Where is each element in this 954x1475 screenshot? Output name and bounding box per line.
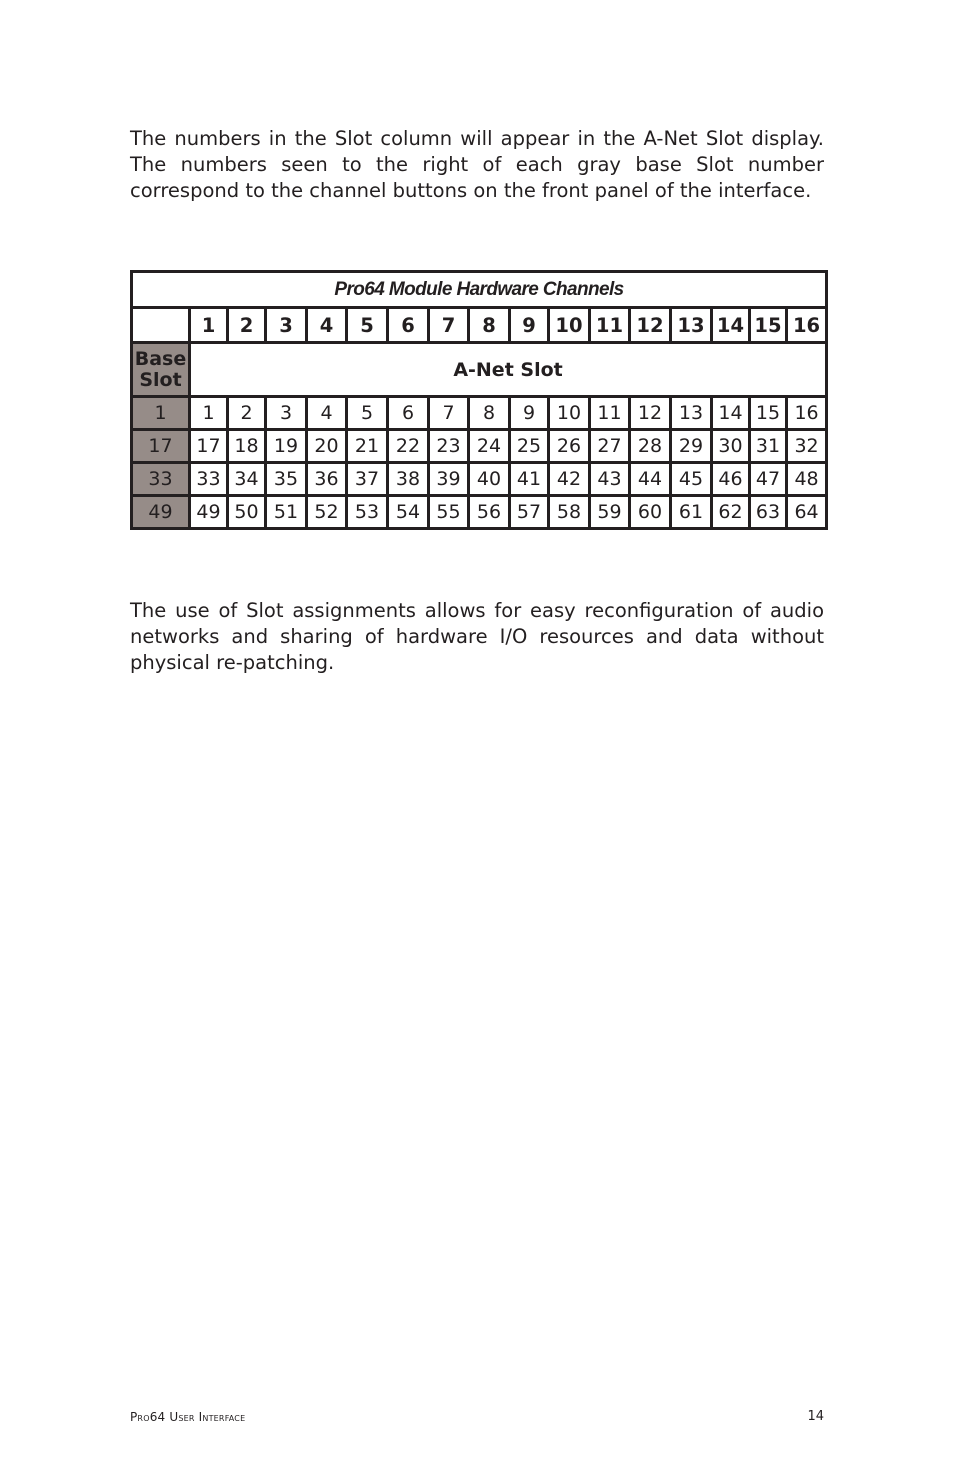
page-number: 14 — [807, 1409, 824, 1424]
channel-header: 6 — [388, 308, 429, 343]
slot-cell: 61 — [671, 496, 712, 529]
slot-cell: 15 — [750, 397, 787, 430]
slot-cell: 47 — [750, 463, 787, 496]
base-slot-cell: 33 — [132, 463, 190, 496]
channel-header: 5 — [347, 308, 388, 343]
slot-cell: 57 — [510, 496, 549, 529]
channel-header: 12 — [630, 308, 671, 343]
slot-cell: 22 — [388, 430, 429, 463]
channel-header: 3 — [266, 308, 307, 343]
intro-paragraph: The numbers in the Slot column will appear in the A-Net Slot display. The numbers seen to the right of each gray base Slot number correspond to the channel buttons on the front panel of the interface. — [130, 127, 824, 202]
channel-header: 14 — [712, 308, 750, 343]
slot-cell: 7 — [429, 397, 469, 430]
slot-cell: 28 — [630, 430, 671, 463]
slot-cell: 52 — [307, 496, 347, 529]
channel-header: 15 — [750, 308, 787, 343]
base-slot-label-line1: Base — [134, 347, 187, 370]
slot-cell: 33 — [190, 463, 228, 496]
slot-cell: 59 — [590, 496, 630, 529]
slot-cell: 14 — [712, 397, 750, 430]
slot-cell: 1 — [190, 397, 228, 430]
table-caption: Pro64 Module Hardware Channels — [132, 272, 827, 308]
slot-cell: 41 — [510, 463, 549, 496]
slot-cell: 40 — [469, 463, 510, 496]
slot-cell: 51 — [266, 496, 307, 529]
slot-table — [130, 270, 828, 530]
slot-cell: 20 — [307, 430, 347, 463]
table-row — [132, 496, 827, 529]
slot-cell: 29 — [671, 430, 712, 463]
slot-cell: 48 — [787, 463, 827, 496]
slot-cell: 35 — [266, 463, 307, 496]
slot-cell: 23 — [429, 430, 469, 463]
slot-cell: 8 — [469, 397, 510, 430]
slot-cell: 9 — [510, 397, 549, 430]
slot-cell: 13 — [671, 397, 712, 430]
base-slot-label — [132, 343, 190, 397]
slot-cell: 62 — [712, 496, 750, 529]
slot-cell: 16 — [787, 397, 827, 430]
base-slot-cell: 49 — [132, 496, 190, 529]
slot-cell: 58 — [549, 496, 590, 529]
slot-cell: 24 — [469, 430, 510, 463]
slot-cell: 3 — [266, 397, 307, 430]
channel-header-row — [132, 308, 827, 343]
slot-cell: 31 — [750, 430, 787, 463]
slot-cell: 30 — [712, 430, 750, 463]
slot-cell: 10 — [549, 397, 590, 430]
slot-cell: 56 — [469, 496, 510, 529]
slot-cell: 46 — [712, 463, 750, 496]
corner-cell — [132, 308, 190, 343]
slot-cell: 19 — [266, 430, 307, 463]
slot-cell: 54 — [388, 496, 429, 529]
slot-cell: 4 — [307, 397, 347, 430]
channel-header: 2 — [228, 308, 266, 343]
table-row — [132, 430, 827, 463]
channel-header: 10 — [549, 308, 590, 343]
base-slot-cell: 1 — [132, 397, 190, 430]
base-slot-label-line2: Slot — [139, 368, 182, 391]
table-row — [132, 463, 827, 496]
slot-cell: 64 — [787, 496, 827, 529]
slot-cell: 63 — [750, 496, 787, 529]
slot-cell: 5 — [347, 397, 388, 430]
slot-cell: 42 — [549, 463, 590, 496]
slot-cell: 50 — [228, 496, 266, 529]
slot-cell: 11 — [590, 397, 630, 430]
closing-paragraph: The use of Slot assignments allows for easy reconfiguration of audio networks and sharing of hardware I/O resources and data without physical re-patching. — [130, 599, 824, 674]
channel-header: 1 — [190, 308, 228, 343]
channel-header: 8 — [469, 308, 510, 343]
slot-cell: 53 — [347, 496, 388, 529]
channel-header: 16 — [787, 308, 827, 343]
base-slot-cell: 17 — [132, 430, 190, 463]
slot-cell: 25 — [510, 430, 549, 463]
slot-cell: 36 — [307, 463, 347, 496]
slot-cell: 49 — [190, 496, 228, 529]
slot-cell: 27 — [590, 430, 630, 463]
slot-cell: 18 — [228, 430, 266, 463]
anet-slot-label: A-Net Slot — [190, 343, 827, 397]
table-row — [132, 397, 827, 430]
slot-cell: 39 — [429, 463, 469, 496]
slot-cell: 38 — [388, 463, 429, 496]
slot-cell: 21 — [347, 430, 388, 463]
slot-cell: 37 — [347, 463, 388, 496]
slot-cell: 6 — [388, 397, 429, 430]
footer-title: Pro64 User Interface — [130, 1410, 246, 1424]
channel-header: 9 — [510, 308, 549, 343]
slot-cell: 45 — [671, 463, 712, 496]
slot-cell: 32 — [787, 430, 827, 463]
slot-cell: 34 — [228, 463, 266, 496]
channel-header: 4 — [307, 308, 347, 343]
slot-cell: 2 — [228, 397, 266, 430]
slot-cell: 12 — [630, 397, 671, 430]
slot-cell: 26 — [549, 430, 590, 463]
channel-header: 7 — [429, 308, 469, 343]
channel-header: 13 — [671, 308, 712, 343]
slot-cell: 43 — [590, 463, 630, 496]
slot-cell: 55 — [429, 496, 469, 529]
channel-header: 11 — [590, 308, 630, 343]
slot-cell: 44 — [630, 463, 671, 496]
slot-cell: 60 — [630, 496, 671, 529]
slot-cell: 17 — [190, 430, 228, 463]
